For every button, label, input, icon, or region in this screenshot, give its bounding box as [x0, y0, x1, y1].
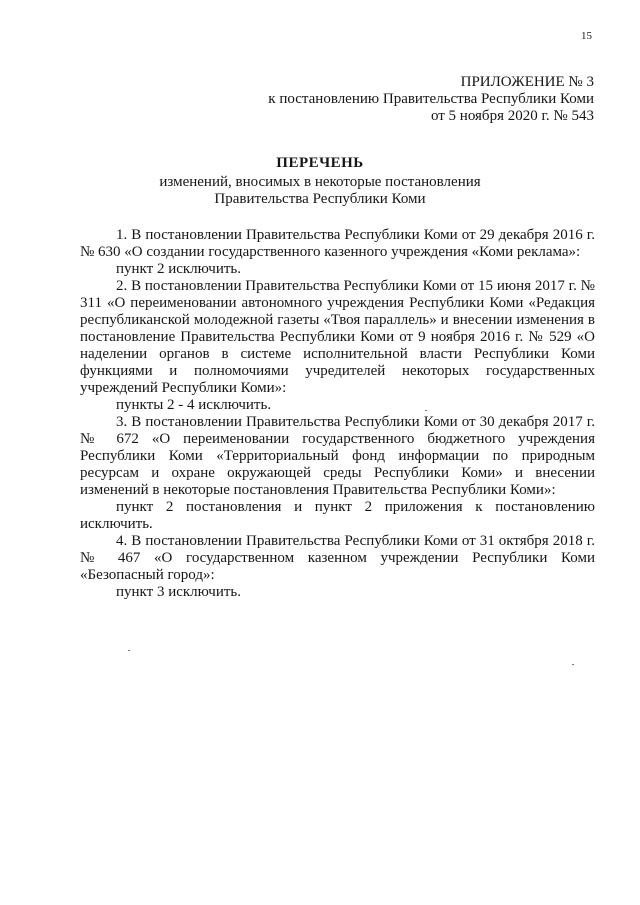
- paragraph-item-4-action: пункт 3 исключить.: [116, 584, 242, 600]
- paragraph-item-1: 1. В постановлении Правительства Республики Коми от 29 декабря 2016 г. № 630 «О создании государственного казенного учреждения «Коми реклама»:: [80, 227, 595, 260]
- appendix-resolution-ref: к постановлению Правительства Республики Коми: [268, 91, 594, 107]
- scan-speck: [128, 650, 130, 651]
- document-title: [0, 155, 640, 208]
- appendix-header: [268, 74, 594, 125]
- paragraph-item-1-action: пункт 2 исключить.: [116, 261, 242, 277]
- appendix-title: ПРИЛОЖЕНИЕ № 3: [460, 74, 594, 90]
- paragraph-item-2: 2. В постановлении Правительства Республики Коми от 15 июня 2017 г. № 311 «О переименовании автономного учреждения Республики Коми «Редакция республиканской молодежной газеты «Твоя параллель» и внесении изменения в постановление Правительства Республики Коми от 9 ноября 2016 г. № 529 «О наделении органов в системе исполнительной власти Республики Коми функциями и полномочиями учредителей некоторых государственных учреждений Республики Коми»:: [80, 278, 595, 396]
- title-subtitle-line-2: Правительства Республики Коми: [214, 191, 426, 207]
- title-subtitle-line-1: изменений, вносимых в некоторые постановления: [159, 174, 481, 190]
- paragraph-item-4: 4. В постановлении Правительства Республики Коми от 31 октября 2018 г. № 467 «О государственном казенном учреждении Республики Коми «Безопасный город»:: [80, 533, 595, 583]
- paragraph-item-3: 3. В постановлении Правительства Республики Коми от 30 декабря 2017 г. № 672 «О переименовании государственного бюджетного учреждения Республики Коми «Территориальный фонд информации по природным ресурсам и охране окружающей среды Республики Коми» и внесении изменений в некоторые постановления Правительства Республики Коми»:: [80, 414, 595, 498]
- document-body: [80, 227, 595, 601]
- appendix-resolution-date: от 5 ноября 2020 г. № 543: [430, 108, 594, 124]
- paragraph-item-3-action: пункт 2 постановления и пункт 2 приложения к постановлению исключить.: [80, 499, 595, 532]
- paragraph-item-2-action: пункты 2 - 4 исключить.: [116, 397, 272, 413]
- scan-speck: [572, 664, 574, 665]
- scan-speck: [425, 410, 427, 411]
- title-heading: ПЕРЕЧЕНЬ: [276, 155, 364, 171]
- page-number: 15: [581, 30, 592, 42]
